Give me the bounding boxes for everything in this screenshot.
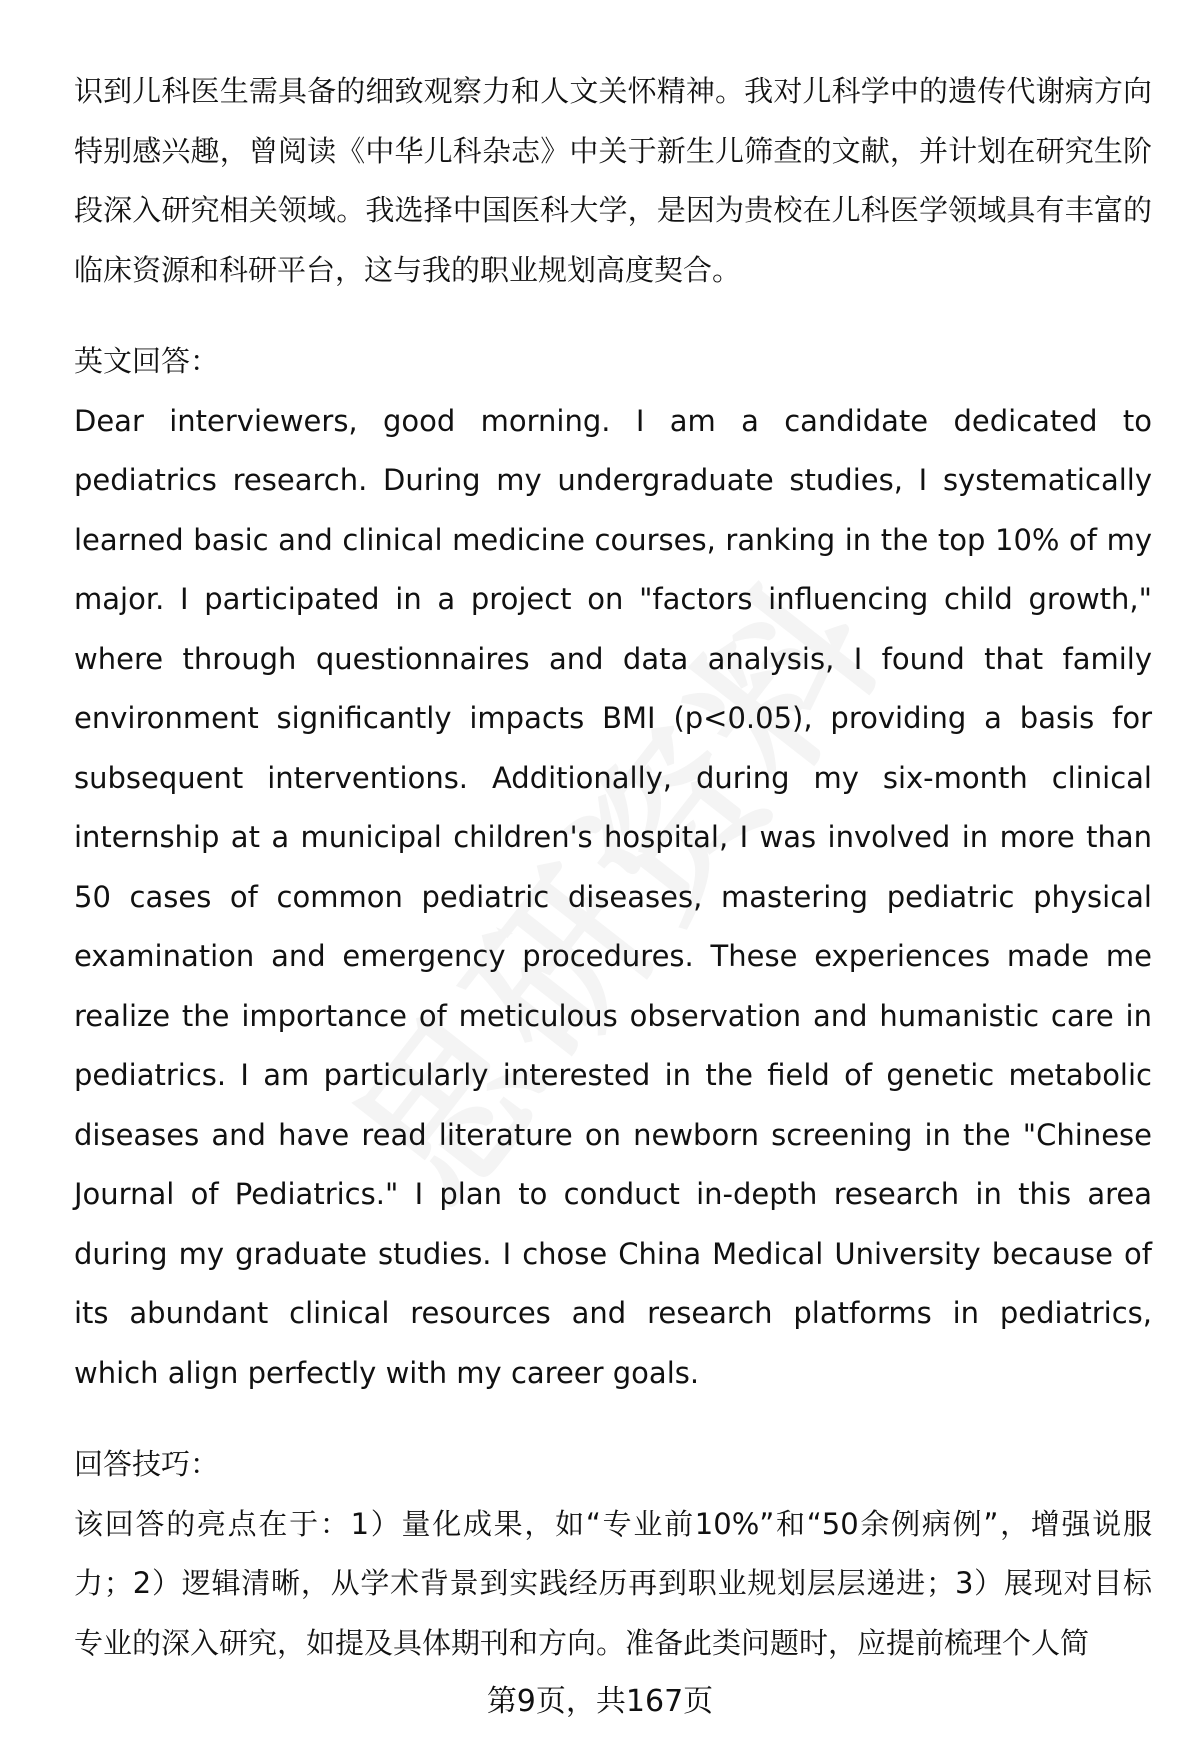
answer-tips-text: 该回答的亮点在于：1）量化成果，如“专业前10%”和“50余例病例”，增强说服力；2）逻辑清晰，从学术背景到实践经历再到职业规划层层递进；3）展现对目标专业的深入研究，如提及具体期刊和方向。准备此类问题时，应提前梳理个人简: [74, 1506, 1152, 1660]
page-content: [74, 62, 1152, 1673]
english-answer-text: Dear interviewers, good morning. I am a candidate dedicated to pediatrics research. During my undergraduate studies, I systematically learned basic and clinical medicine courses, ranking in the top 10% of my major. I participated in a project on "factors influencing child growth," where through questionnaires and data analysis, I found that family environment significantly impacts BMI (p<0.05), providing a basis for subsequent interventions. Additionally, during my six-month clinical internship at a municipal children's hospital, I was involved in more than 50 cases of common pediatric diseases, mastering pediatric physical examination and emergency procedures. These experiences made me realize the importance of meticulous observation and humanistic care in pediatrics. I am particularly interested in the field of genetic metabolic diseases and have read literature on newborn screening in the "Chinese Journal of Pediatrics." I plan to conduct in-depth research in this area during my graduate studies. I chose China Medical University because of its abundant clinical resources and research platforms in pediatrics, which align perfectly with my career goals.: [74, 403, 1152, 1390]
answer-tips-heading: 回答技巧：: [74, 1447, 220, 1481]
english-answer-heading: 英文回答：: [74, 344, 220, 378]
page-number: 第9页，共167页: [486, 1684, 714, 1719]
chinese-answer-continuation: 识到儿科医生需具备的细致观察力和人文关怀精神。我对儿科学中的遗传代谢病方向特别感兴趣，曾阅读《中华儿科杂志》中关于新生儿筛查的文献，并计划在研究生阶段深入研究相关领域。我选择中国医科大学，是因为贵校在儿科医学领域具有丰富的临床资源和科研平台，这与我的职业规划高度契合。: [74, 74, 1152, 287]
